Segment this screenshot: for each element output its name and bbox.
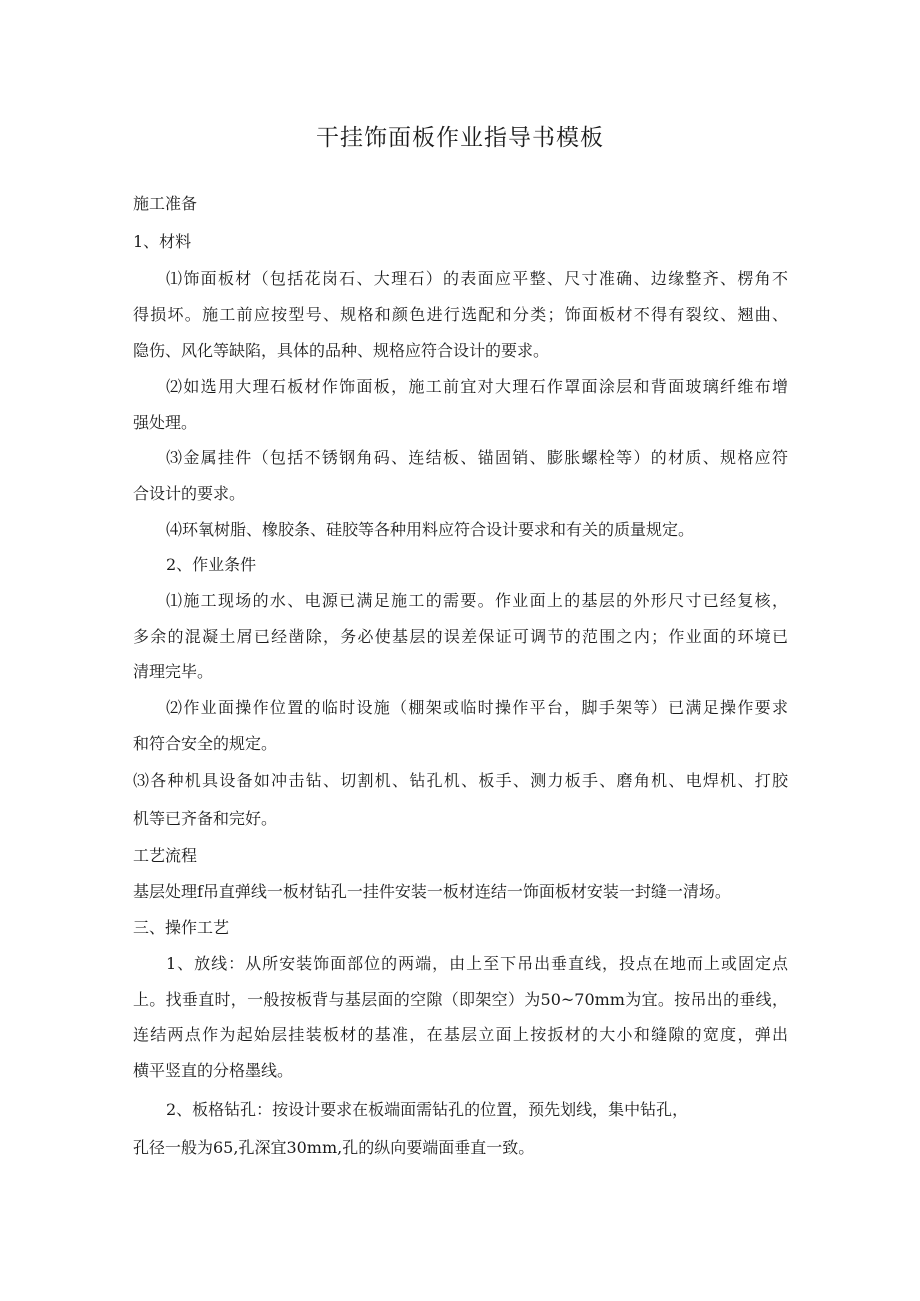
section-heading: 三、操作工艺 [133,918,230,937]
paragraph-line: 上。找垂直时，一般按板背与基层面的空隙（即架空）为50~70mm为宜。按吊出的垂线， [133,990,788,1009]
paragraph-line: 多余的混凝土屑已经凿除，务必使基层的误差保证可调节的范围之内；作业面的环境已 [133,627,788,646]
paragraph-line: ⑷环氧树脂、橡胶条、硅胶等各种用料应符合设计要求和有关的质量规定。 [166,520,695,539]
document-title: 干挂饰面板作业指导书模板 [316,125,604,151]
paragraph-line: 2、板格钻孔：按设计要求在板端面需钻孔的位置，预先划线，集中钻孔， [166,1100,689,1119]
paragraph-line: ⑵作业面操作位置的临时设施（棚架或临时操作平台，脚手架等）已满足操作要求 [166,698,788,717]
paragraph-line: ⑴饰面板材（包括花岗石、大理石）的表面应平整、尺寸准确、边缘整齐、楞角不 [166,269,788,288]
paragraph-line: 强处理。 [133,413,198,432]
paragraph-line: 1、放线：从所安装饰面部位的两端，由上至下吊出垂直线，投点在地而上或固定点 [166,954,788,973]
paragraph-line: ⑶各种机具设备如冲击钻、切割机、钻孔机、板手、测力板手、磨角机、电焊机、打胶 [133,771,788,790]
paragraph-line: 清理完毕。 [133,662,214,681]
paragraph-line: ⑵如选用大理石板材作饰面板，施工前宜对大理石作罩面涂层和背面玻璃纤维布增 [166,377,788,396]
paragraph-line: 隐伤、风化等缺陷，具体的品种、规格应符合设计的要求。 [133,341,550,360]
paragraph-line: 和符合安全的规定。 [133,734,278,753]
paragraph-line: 连结两点作为起始层挂装板材的基准，在基层立面上按扳材的大小和缝隙的宽度，弹出 [133,1025,788,1044]
paragraph-line: 基层处理f吊直弹线一板材钻孔一挂件安装一板材连结一饰面板材安装一封缝一清场。 [133,882,731,901]
paragraph-line: 得损坏。施工前应按型号、规格和颜色进行选配和分类；饰面板材不得有裂纹、翘曲、 [133,305,788,324]
subsection-heading: 1、材料 [133,232,192,251]
paragraph-line: ⑶金属挂件（包括不锈钢角码、连结板、锚固销、膨胀螺栓等）的材质、规格应符 [166,448,788,467]
paragraph-line: 合设计的要求。 [133,484,246,503]
section-heading: 工艺流程 [133,846,198,865]
section-heading: 施工准备 [133,194,198,213]
paragraph-line: 孔径一般为65,孔深宜30mm,孔的纵向要端面垂直一致。 [133,1138,535,1157]
paragraph-line: 横平竖直的分格墨线。 [133,1061,294,1080]
subsection-heading: 2、作业条件 [166,555,257,574]
paragraph-line: 机等已齐备和完好。 [133,809,278,828]
paragraph-line: ⑴施工现场的水、电源已满足施工的需要。作业面上的基层的外形尺寸已经复核， [166,591,788,610]
